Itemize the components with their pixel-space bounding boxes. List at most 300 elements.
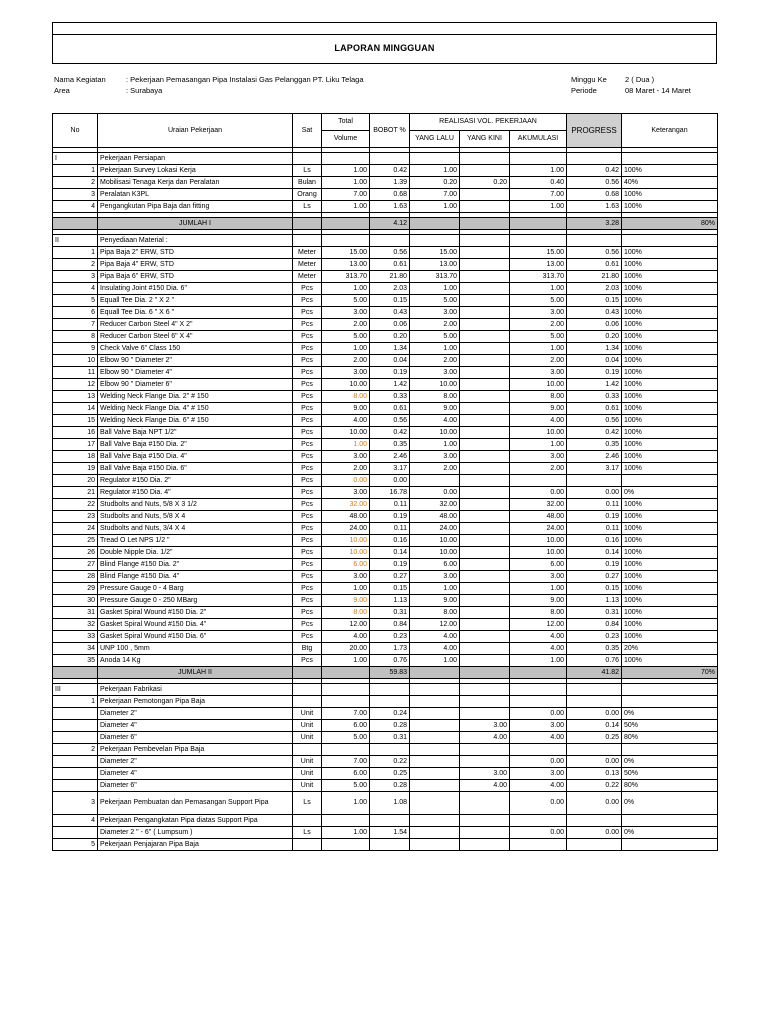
item-keterangan: 100% <box>622 607 718 619</box>
item-progress: 0.56 <box>567 415 622 427</box>
item-keterangan: 50% <box>622 720 718 732</box>
item-number: 33 <box>53 631 98 643</box>
subsection-row <box>53 815 718 827</box>
item-keterangan: 100% <box>622 451 718 463</box>
item-akumulasi: 0.00 <box>510 792 567 815</box>
table-body <box>53 148 718 851</box>
item-keterangan: 100% <box>622 535 718 547</box>
item-yang-lalu: 9.00 <box>410 403 460 415</box>
empty-cell <box>370 235 410 247</box>
table-row <box>53 655 718 667</box>
item-akumulasi: 3.00 <box>510 768 567 780</box>
item-bobot: 0.33 <box>370 391 410 403</box>
item-description: Ball Valve Baja #150 Dia. 2" <box>98 439 293 451</box>
table-row <box>53 583 718 595</box>
item-unit: Pcs <box>293 367 322 379</box>
table-row <box>53 331 718 343</box>
item-number: 6 <box>53 307 98 319</box>
empty-cell <box>293 684 322 696</box>
item-number: 16 <box>53 427 98 439</box>
item-bobot: 0.11 <box>370 523 410 535</box>
item-bobot: 21.80 <box>370 271 410 283</box>
item-yang-kini <box>460 756 510 768</box>
empty-cell <box>510 815 567 827</box>
item-keterangan: 100% <box>622 403 718 415</box>
item-description: Pekerjaan Survey Lokasi Kerja <box>98 165 293 177</box>
item-yang-kini <box>460 523 510 535</box>
item-number: 21 <box>53 487 98 499</box>
item-volume: 2.00 <box>322 319 370 331</box>
item-number <box>53 780 98 792</box>
table-row <box>53 379 718 391</box>
item-yang-lalu <box>410 792 460 815</box>
table-row <box>53 475 718 487</box>
empty-cell <box>410 744 460 756</box>
item-number: 26 <box>53 547 98 559</box>
total-bobot: 4.12 <box>370 218 410 230</box>
item-yang-kini <box>460 499 510 511</box>
total-bobot: 59.83 <box>370 667 410 679</box>
item-unit: Unit <box>293 720 322 732</box>
item-keterangan: 100% <box>622 331 718 343</box>
item-akumulasi: 6.00 <box>510 559 567 571</box>
item-yang-kini <box>460 307 510 319</box>
item-keterangan: 100% <box>622 439 718 451</box>
empty-cell <box>410 815 460 827</box>
empty-cell <box>293 744 322 756</box>
empty-cell <box>622 744 718 756</box>
item-number: 11 <box>53 367 98 379</box>
empty-cell <box>460 684 510 696</box>
item-yang-lalu: 4.00 <box>410 415 460 427</box>
empty-cell <box>567 696 622 708</box>
table-row <box>53 391 718 403</box>
subsection-title: Pekerjaan Pengangkatan Pipa diatas Support Pipa <box>98 815 293 827</box>
item-progress: 0.27 <box>567 571 622 583</box>
item-unit: Pcs <box>293 547 322 559</box>
table-row <box>53 595 718 607</box>
item-number: 29 <box>53 583 98 595</box>
item-progress: 0.68 <box>567 189 622 201</box>
area-value: : Surabaya <box>126 86 163 95</box>
subsection-row <box>53 696 718 708</box>
total-progress: 3.28 <box>567 218 622 230</box>
item-volume: 1.00 <box>322 655 370 667</box>
table-row <box>53 165 718 177</box>
item-description: Elbow 90 " Diameter 6" <box>98 379 293 391</box>
item-number: 13 <box>53 391 98 403</box>
item-yang-kini <box>460 451 510 463</box>
item-keterangan: 100% <box>622 571 718 583</box>
item-unit: Ls <box>293 165 322 177</box>
item-yang-kini: 0.20 <box>460 177 510 189</box>
item-volume: 2.00 <box>322 463 370 475</box>
kegiatan-label: Nama Kegiatan <box>54 75 106 84</box>
item-bobot: 0.16 <box>370 535 410 547</box>
item-akumulasi: 1.00 <box>510 439 567 451</box>
item-volume: 8.00 <box>322 391 370 403</box>
item-bobot: 0.28 <box>370 720 410 732</box>
minggu-value: 2 ( Dua ) <box>625 75 655 84</box>
item-keterangan: 0% <box>622 487 718 499</box>
empty-cell <box>510 235 567 247</box>
table-row <box>53 827 718 839</box>
item-unit: Unit <box>293 708 322 720</box>
item-unit: Unit <box>293 768 322 780</box>
col-keterangan: Keterangan <box>622 114 718 148</box>
item-description: Elbow 90 " Diameter 4" <box>98 367 293 379</box>
item-yang-kini <box>460 189 510 201</box>
item-volume: 3.00 <box>322 487 370 499</box>
table-row <box>53 535 718 547</box>
item-yang-kini <box>460 511 510 523</box>
item-keterangan: 100% <box>622 511 718 523</box>
item-unit: Pcs <box>293 463 322 475</box>
item-keterangan: 80% <box>622 732 718 744</box>
item-number: 9 <box>53 343 98 355</box>
section-number: III <box>53 684 98 696</box>
item-description: Diameter 2 " - 6" ( Lumpsum ) <box>98 827 293 839</box>
report-title: LAPORAN MINGGUAN <box>334 43 435 53</box>
item-bobot: 0.27 <box>370 571 410 583</box>
empty-cell <box>622 815 718 827</box>
item-volume: 24.00 <box>322 523 370 535</box>
item-description: Double Nipple Dia. 1/2" <box>98 547 293 559</box>
empty-cell <box>370 815 410 827</box>
item-keterangan: 100% <box>622 595 718 607</box>
item-akumulasi: 24.00 <box>510 523 567 535</box>
item-volume: 10.00 <box>322 547 370 559</box>
table-row <box>53 439 718 451</box>
item-bobot: 1.08 <box>370 792 410 815</box>
item-number: 24 <box>53 523 98 535</box>
item-unit: Pcs <box>293 655 322 667</box>
empty-cell <box>322 684 370 696</box>
item-number <box>53 768 98 780</box>
item-description: Diameter 6" <box>98 780 293 792</box>
item-keterangan <box>622 475 718 487</box>
item-bobot: 1.39 <box>370 177 410 189</box>
item-progress: 0.00 <box>567 827 622 839</box>
item-yang-lalu: 0.20 <box>410 177 460 189</box>
item-number: 19 <box>53 463 98 475</box>
item-volume: 10.00 <box>322 427 370 439</box>
empty-cell <box>567 744 622 756</box>
empty-cell <box>293 153 322 165</box>
empty-cell <box>460 815 510 827</box>
item-akumulasi: 4.00 <box>510 415 567 427</box>
item-number: 1 <box>53 165 98 177</box>
item-unit: Pcs <box>293 439 322 451</box>
item-description: Ball Valve Baja NPT 1/2" <box>98 427 293 439</box>
item-keterangan: 100% <box>622 463 718 475</box>
item-unit: Unit <box>293 756 322 768</box>
item-yang-lalu: 313.70 <box>410 271 460 283</box>
item-number <box>53 756 98 768</box>
item-akumulasi <box>510 475 567 487</box>
item-number <box>53 732 98 744</box>
item-bobot: 1.42 <box>370 379 410 391</box>
subsection-title: Pekerjaan Pembevelan Pipa Baja <box>98 744 293 756</box>
item-yang-kini <box>460 655 510 667</box>
item-unit: Pcs <box>293 607 322 619</box>
item-keterangan: 0% <box>622 708 718 720</box>
section-row <box>53 153 718 165</box>
item-akumulasi: 1.00 <box>510 283 567 295</box>
col-yang-lalu: YANG LALU <box>410 131 460 148</box>
item-number: 18 <box>53 451 98 463</box>
item-unit: Pcs <box>293 499 322 511</box>
item-bobot: 0.22 <box>370 756 410 768</box>
item-yang-kini <box>460 827 510 839</box>
item-progress: 1.34 <box>567 343 622 355</box>
item-akumulasi: 3.00 <box>510 571 567 583</box>
item-progress: 0.56 <box>567 177 622 189</box>
item-unit: Ls <box>293 201 322 213</box>
empty-cell <box>460 235 510 247</box>
item-bobot: 0.43 <box>370 307 410 319</box>
table-row <box>53 511 718 523</box>
item-volume: 8.00 <box>322 607 370 619</box>
item-volume: 1.00 <box>322 343 370 355</box>
item-yang-lalu: 1.00 <box>410 655 460 667</box>
item-number: 1 <box>53 247 98 259</box>
item-progress: 0.04 <box>567 355 622 367</box>
item-yang-kini <box>460 439 510 451</box>
item-volume: 0.00 <box>322 475 370 487</box>
item-yang-kini <box>460 247 510 259</box>
item-volume: 1.00 <box>322 439 370 451</box>
item-description: Studbolts and Nuts, 3/4 X 4 <box>98 523 293 535</box>
item-bobot: 0.56 <box>370 247 410 259</box>
col-uraian: Uraian Pekerjaan <box>98 114 293 148</box>
empty-cell <box>53 218 98 230</box>
col-no: No <box>53 114 98 148</box>
empty-cell <box>322 218 370 230</box>
section-title: Pekerjaan Persiapan <box>98 153 293 165</box>
item-number <box>53 708 98 720</box>
item-akumulasi: 10.00 <box>510 535 567 547</box>
item-volume: 12.00 <box>322 619 370 631</box>
item-yang-kini <box>460 367 510 379</box>
item-yang-kini <box>460 331 510 343</box>
item-number: 5 <box>53 839 98 851</box>
table-row <box>53 708 718 720</box>
item-yang-kini <box>460 343 510 355</box>
item-akumulasi: 3.00 <box>510 367 567 379</box>
item-keterangan: 100% <box>622 391 718 403</box>
item-bobot: 0.61 <box>370 259 410 271</box>
kegiatan-value: : Pekerjaan Pemasangan Pipa Instalasi Gas Pelanggan PT. Liku Telaga <box>126 75 364 84</box>
item-bobot: 0.04 <box>370 355 410 367</box>
item-number: 1 <box>53 696 98 708</box>
empty-cell <box>460 839 510 851</box>
table-row <box>53 427 718 439</box>
frame-divider <box>53 34 716 35</box>
item-unit: Pcs <box>293 619 322 631</box>
table-row <box>53 307 718 319</box>
item-description: Elbow 90 " Diameter 2" <box>98 355 293 367</box>
item-keterangan: 100% <box>622 499 718 511</box>
empty-cell <box>460 218 510 230</box>
item-progress: 1.63 <box>567 201 622 213</box>
item-yang-kini: 3.00 <box>460 720 510 732</box>
item-progress: 0.11 <box>567 499 622 511</box>
item-progress: 1.42 <box>567 379 622 391</box>
item-yang-lalu: 3.00 <box>410 451 460 463</box>
item-bobot: 0.35 <box>370 439 410 451</box>
subsection-title: Pekerjaan Penjajaran Pipa Baja <box>98 839 293 851</box>
item-unit: Pcs <box>293 511 322 523</box>
item-volume: 6.00 <box>322 720 370 732</box>
item-yang-lalu <box>410 780 460 792</box>
item-number: 12 <box>53 379 98 391</box>
item-akumulasi: 7.00 <box>510 189 567 201</box>
subsection-row <box>53 744 718 756</box>
item-keterangan: 100% <box>622 295 718 307</box>
item-description: Blind Flange #150 Dia. 4" <box>98 571 293 583</box>
item-description: Check Valve 6" Class 150 <box>98 343 293 355</box>
item-yang-lalu: 1.00 <box>410 583 460 595</box>
empty-cell <box>293 815 322 827</box>
item-unit: Pcs <box>293 559 322 571</box>
item-akumulasi: 9.00 <box>510 403 567 415</box>
item-description: Welding Neck Flange Dia. 6" # 150 <box>98 415 293 427</box>
item-volume: 7.00 <box>322 756 370 768</box>
item-bobot: 2.46 <box>370 451 410 463</box>
item-yang-kini <box>460 201 510 213</box>
item-bobot: 0.24 <box>370 708 410 720</box>
info-labels <box>54 74 106 96</box>
item-bobot: 0.68 <box>370 189 410 201</box>
item-keterangan: 80% <box>622 780 718 792</box>
item-volume: 313.70 <box>322 271 370 283</box>
item-yang-kini <box>460 165 510 177</box>
item-yang-kini <box>460 559 510 571</box>
item-number: 4 <box>53 283 98 295</box>
item-volume: 1.00 <box>322 583 370 595</box>
item-description: Ball Valve Baja #150 Dia. 4" <box>98 451 293 463</box>
item-description: Gasket Spiral Wound #150 Dia. 2" <box>98 607 293 619</box>
empty-cell <box>567 839 622 851</box>
item-description: Diameter 2" <box>98 708 293 720</box>
item-description: Pipa Baja 6" ERW, STD <box>98 271 293 283</box>
item-bobot: 1.63 <box>370 201 410 213</box>
item-number: 3 <box>53 189 98 201</box>
table-row <box>53 355 718 367</box>
item-keterangan: 100% <box>622 547 718 559</box>
item-yang-lalu <box>410 720 460 732</box>
table-row <box>53 732 718 744</box>
item-yang-lalu: 24.00 <box>410 523 460 535</box>
item-unit: Pcs <box>293 523 322 535</box>
empty-cell <box>622 684 718 696</box>
item-yang-kini <box>460 403 510 415</box>
col-progress: PROGRESS <box>567 114 622 148</box>
item-yang-lalu: 10.00 <box>410 379 460 391</box>
item-volume: 48.00 <box>322 511 370 523</box>
empty-cell <box>322 153 370 165</box>
table-row <box>53 523 718 535</box>
table-row <box>53 547 718 559</box>
item-yang-lalu: 1.00 <box>410 201 460 213</box>
report-title-frame <box>52 22 717 64</box>
item-bobot: 1.73 <box>370 643 410 655</box>
item-number: 2 <box>53 177 98 189</box>
item-unit: Meter <box>293 271 322 283</box>
empty-cell <box>510 696 567 708</box>
item-akumulasi: 10.00 <box>510 547 567 559</box>
empty-cell <box>410 153 460 165</box>
item-yang-kini <box>460 571 510 583</box>
empty-cell <box>622 235 718 247</box>
item-akumulasi: 0.40 <box>510 177 567 189</box>
col-sat: Sat <box>293 114 322 148</box>
item-description: Mobilisasi Tenaga Kerja dan Peralatan <box>98 177 293 189</box>
item-akumulasi: 1.00 <box>510 201 567 213</box>
item-yang-lalu: 3.00 <box>410 367 460 379</box>
item-description: Ball Valve Baja #150 Dia. 6" <box>98 463 293 475</box>
item-volume: 4.00 <box>322 415 370 427</box>
item-yang-lalu: 15.00 <box>410 247 460 259</box>
item-progress: 0.14 <box>567 720 622 732</box>
table-row <box>53 367 718 379</box>
item-volume: 5.00 <box>322 295 370 307</box>
item-description: UNP 100 , 5mm <box>98 643 293 655</box>
item-volume: 1.00 <box>322 177 370 189</box>
empty-cell <box>322 696 370 708</box>
item-keterangan: 40% <box>622 177 718 189</box>
empty-cell <box>322 235 370 247</box>
item-keterangan: 100% <box>622 427 718 439</box>
item-keterangan: 0% <box>622 827 718 839</box>
item-description: Diameter 2" <box>98 756 293 768</box>
table-row <box>53 559 718 571</box>
item-keterangan: 100% <box>622 619 718 631</box>
item-akumulasi: 48.00 <box>510 511 567 523</box>
item-progress: 0.31 <box>567 607 622 619</box>
item-volume: 32.00 <box>322 499 370 511</box>
table-row <box>53 177 718 189</box>
item-volume: 6.00 <box>322 768 370 780</box>
item-unit: Pcs <box>293 295 322 307</box>
empty-cell <box>370 839 410 851</box>
item-unit: Pcs <box>293 583 322 595</box>
item-yang-kini <box>460 631 510 643</box>
item-number: 5 <box>53 295 98 307</box>
table-row <box>53 319 718 331</box>
item-akumulasi: 0.00 <box>510 708 567 720</box>
item-yang-lalu: 4.00 <box>410 631 460 643</box>
item-bobot: 0.11 <box>370 499 410 511</box>
item-progress: 0.19 <box>567 367 622 379</box>
item-volume: 5.00 <box>322 331 370 343</box>
item-progress: 0.15 <box>567 583 622 595</box>
item-yang-lalu: 0.00 <box>410 487 460 499</box>
empty-cell <box>510 153 567 165</box>
item-bobot: 0.31 <box>370 732 410 744</box>
table-row <box>53 768 718 780</box>
item-description: Diameter 6" <box>98 732 293 744</box>
item-unit: Pcs <box>293 631 322 643</box>
empty-cell <box>322 744 370 756</box>
empty-cell <box>370 153 410 165</box>
item-progress: 2.03 <box>567 283 622 295</box>
item-yang-lalu: 2.00 <box>410 463 460 475</box>
item-progress: 0.76 <box>567 655 622 667</box>
item-akumulasi: 10.00 <box>510 379 567 391</box>
table-row <box>53 189 718 201</box>
